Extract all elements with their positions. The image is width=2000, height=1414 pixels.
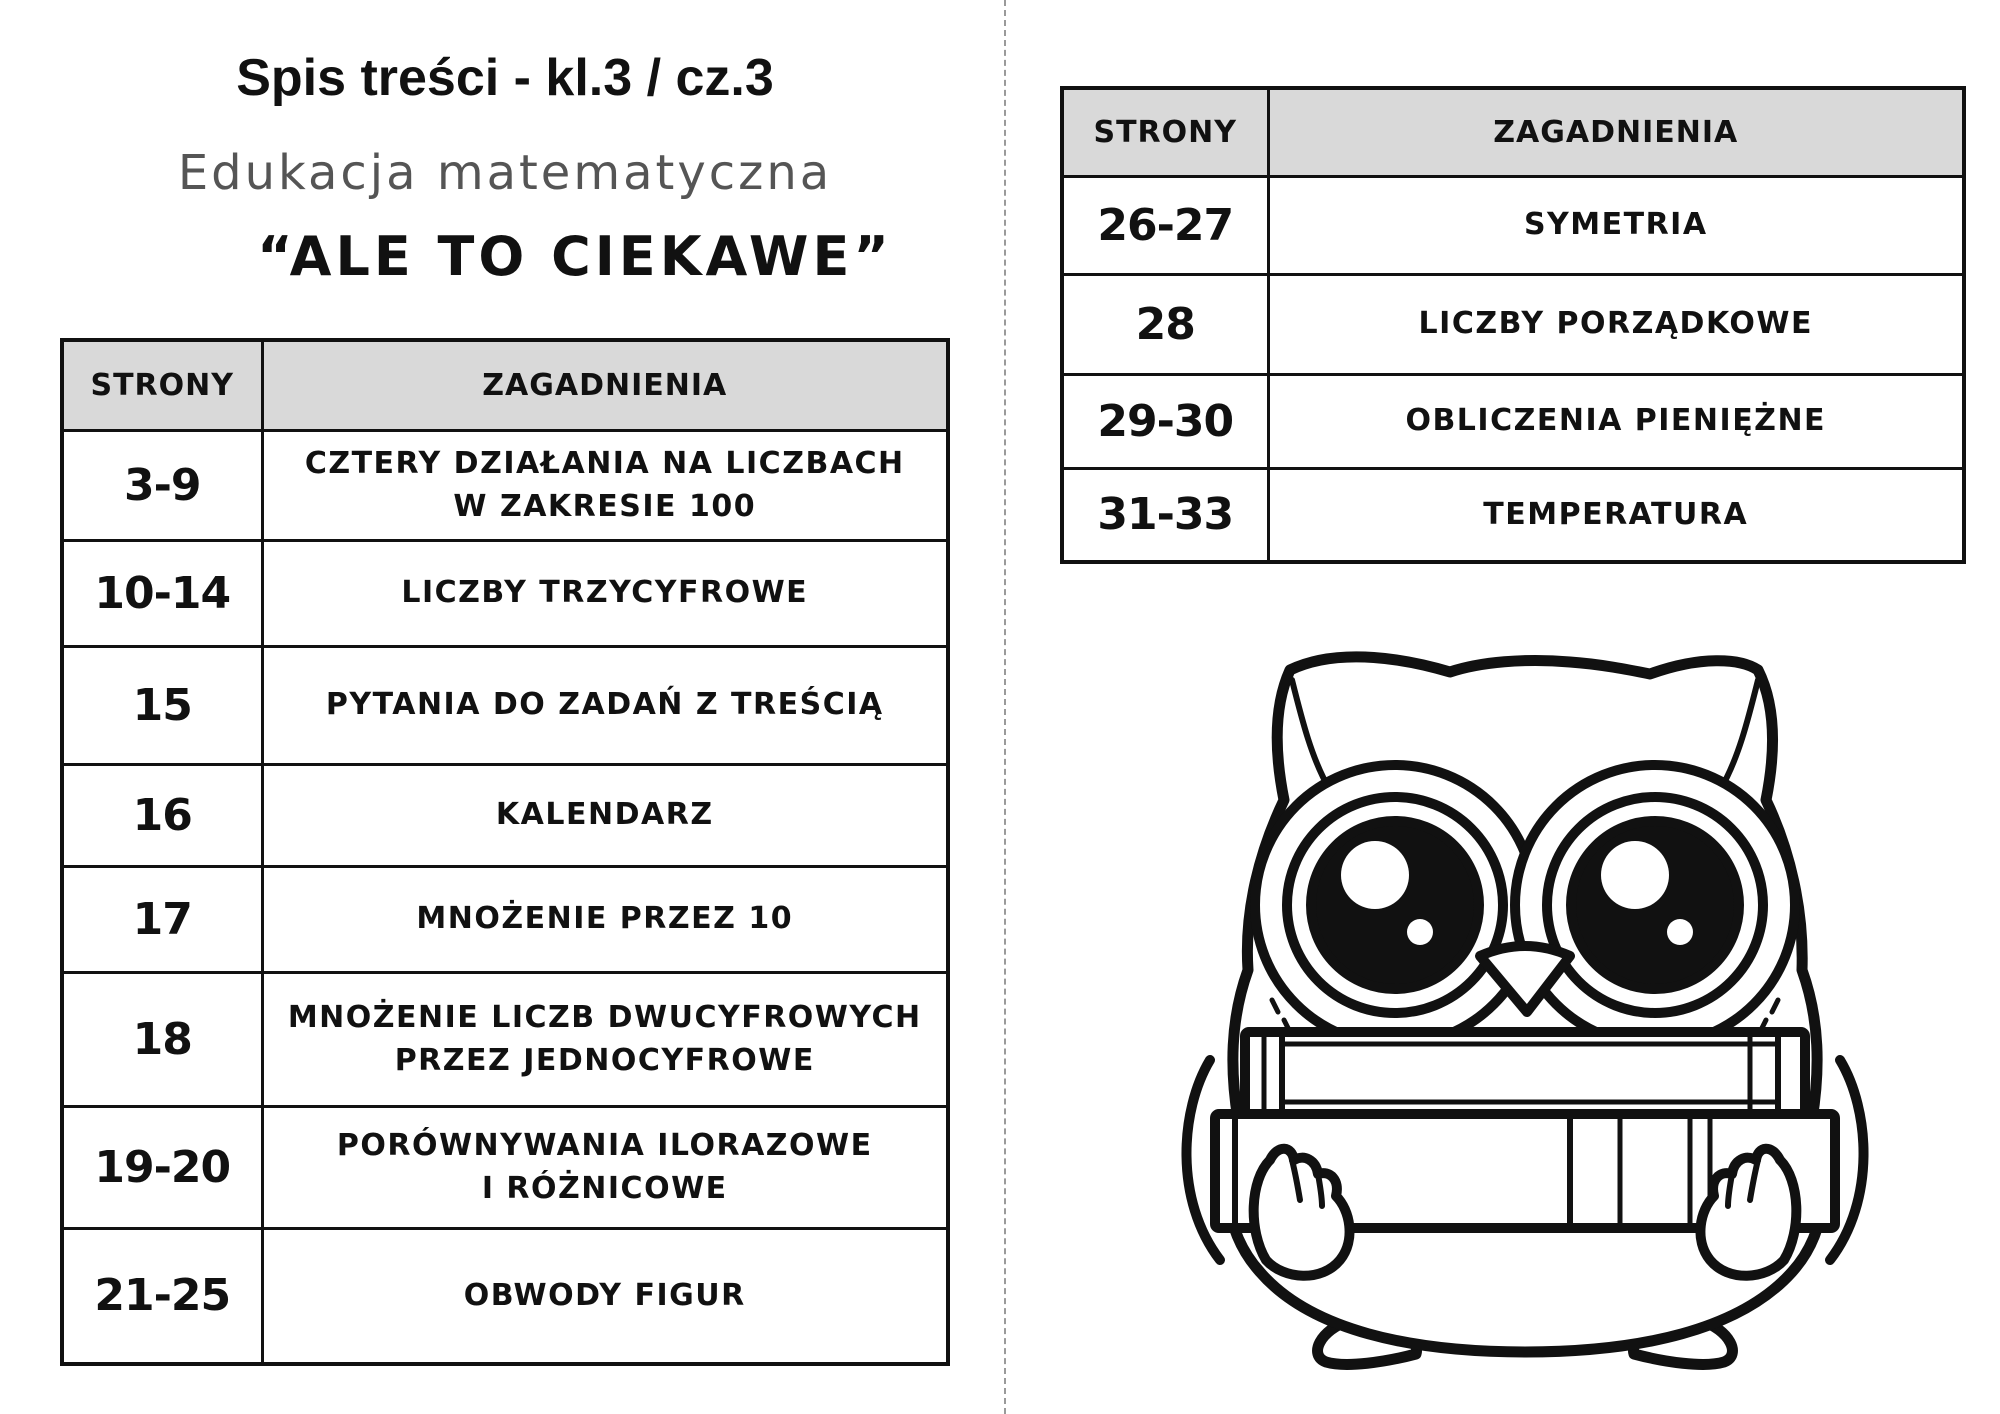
topic-line: MNOŻENIE LICZB DWUCYFROWYCH — [287, 999, 922, 1035]
book-title: “ALE TO CIEKAWE” — [257, 225, 893, 288]
pages-cell: 29-30 — [1062, 374, 1268, 468]
table-row — [62, 1228, 948, 1364]
page-subtitle: Edukacja matematyczna — [177, 145, 833, 201]
topic-cell — [262, 1228, 948, 1364]
pages-cell: 15 — [62, 646, 262, 764]
topic-cell — [1268, 274, 1964, 374]
column-header-topics: ZAGADNIENIA — [1268, 88, 1964, 176]
topic-cell — [262, 764, 948, 866]
pages-cell: 31-33 — [1062, 468, 1268, 562]
topic-cell — [262, 540, 948, 646]
pages-cell: 19-20 — [62, 1106, 262, 1228]
table-row — [1062, 374, 1964, 468]
column-header-topics: ZAGADNIENIA — [262, 340, 948, 430]
table-header-row — [62, 340, 948, 430]
pages-cell: 21-25 — [62, 1228, 262, 1364]
page-title: Spis treści - kl.3 / cz.3 — [236, 49, 774, 107]
table-row — [62, 866, 948, 972]
topic-line: OBLICZENIA PIENIĘŻNE — [1405, 403, 1827, 439]
column-header-pages: STRONY — [1062, 88, 1268, 176]
pages-cell: 18 — [62, 972, 262, 1106]
topic-line: W ZAKRESIE 100 — [453, 489, 757, 524]
table-row — [62, 646, 948, 764]
topic-line: PORÓWNYWANIA ILORAZOWE — [336, 1127, 873, 1163]
fold-line — [1004, 0, 1006, 1414]
table-row — [1062, 274, 1964, 374]
table-row — [62, 430, 948, 540]
table-row — [1062, 468, 1964, 562]
column-header-pages: STRONY — [62, 340, 262, 430]
topic-cell — [262, 866, 948, 972]
toc-table-left — [60, 338, 950, 1366]
topic-line: MNOŻENIE PRZEZ 10 — [416, 901, 794, 937]
pages-cell: 10-14 — [62, 540, 262, 646]
topic-line: PYTANIA DO ZADAŃ Z TREŚCIĄ — [325, 687, 884, 723]
pages-cell: 17 — [62, 866, 262, 972]
topic-line: KALENDARZ — [495, 797, 714, 833]
topic-line: SYMETRIA — [1523, 207, 1708, 243]
topic-line: PRZEZ JEDNOCYFROWE — [394, 1043, 815, 1078]
owl-left-eye — [1255, 765, 1535, 1045]
topic-cell — [1268, 468, 1964, 562]
owl-holding-books-icon — [1180, 640, 1870, 1390]
pages-cell: 3-9 — [62, 430, 262, 540]
pages-cell: 26-27 — [1062, 176, 1268, 274]
topic-line: LICZBY PORZĄDKOWE — [1418, 306, 1813, 342]
topic-cell — [262, 430, 948, 540]
topic-line: OBWODY FIGUR — [463, 1278, 746, 1313]
topic-cell — [1268, 176, 1964, 274]
owl-right-eye — [1515, 765, 1795, 1045]
table-row — [62, 972, 948, 1106]
pages-cell: 28 — [1062, 274, 1268, 374]
table-row — [62, 764, 948, 866]
topic-line: TEMPERATURA — [1483, 497, 1749, 532]
table-row — [62, 1106, 948, 1228]
table-row — [62, 540, 948, 646]
topic-cell — [262, 646, 948, 764]
pages-cell: 16 — [62, 764, 262, 866]
table-header-row — [1062, 88, 1964, 176]
topic-cell — [262, 972, 948, 1106]
toc-table-right — [1060, 86, 1966, 564]
table-row — [1062, 176, 1964, 274]
topic-line: CZTERY DZIAŁANIA NA LICZBACH — [304, 445, 905, 481]
topic-line: I RÓŻNICOWE — [481, 1171, 728, 1206]
topic-cell — [262, 1106, 948, 1228]
topic-cell — [1268, 374, 1964, 468]
topic-line: LICZBY TRZYCYFROWE — [401, 575, 809, 611]
